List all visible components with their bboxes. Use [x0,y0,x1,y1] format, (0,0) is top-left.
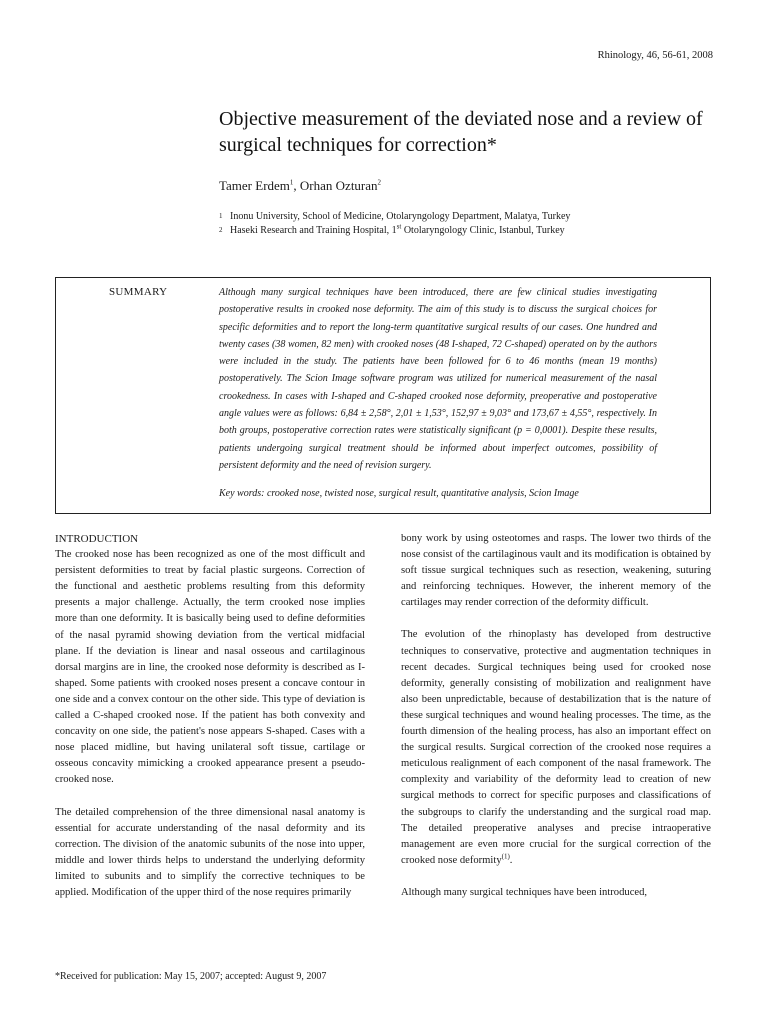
summary-box [55,277,711,514]
summary-text: Although many surgical techniques have been introduced, there are few clinical studies investigating postoperative results in crooked nose deformity. The aim of this study is to discuss the surgical choices for specific deformities and to report the long-term quantitative surgical results of our cases. One hundred and twenty cases (38 women, 82 men) with crooked noses (48 I-shaped, 72 C-shaped) operated on by the authors were included in the study. The patients have been followed for 6 to 46 months (mean 19 months) postoperatively. The Scion Image software program was utilized for numerical measurement of the nasal crookedness. In cases with I-shaped and C-shaped crooked nose deformity, preoperative and postoperative angle values were as follows: 6,84 ± 2,58°, 2,01 ± 1,53°, 152,97 ± 9,03° and 173,67 ± 4,55°, respectively. In both groups, postoperative correction rates were statistically significant (p = 0,0001). Despite these results, patients undergoing surgical treatment should be informed about imperfect outcomes, possibility of persistent deformity and the need of revision surgery. [219,287,657,471]
section-heading: INTRODUCTION [55,533,139,545]
body-paragraph: The detailed comprehension of the three dimensional nasal anatomy is essential for accurate understanding of the nasal deformity and its correction. The division of the anatomic subunits of the nose into upper, middle and lower thirds helps to understand the underlying deformity limited to subunits and to simplify the corrective techniques to be applied. Modification of the upper third of the nose requires primarily [55,806,365,898]
affiliation-number: 1 [219,212,223,220]
article-title: Objective measurement of the deviated nose and a review of surgical techniques for correction* [219,108,703,156]
body-paragraph: Although many surgical techniques have been introduced, [401,886,648,898]
body-column-right [401,531,711,917]
body-paragraph: The crooked nose has been recognized as one of the most difficult and persistent deformities to treat by facial plastic surgeons. Correction of the functional and aesthetic problems resulting from this deformity presents a major challenge. Actually, the term crooked nose implies more than one deformity. It is basically being used to define deformities of the nasal pyramid showing deviation from the vertical midfacial plane. If the deviation is linear and nasal osseous and cartilaginous dorsal margins are in line, the crooked nose deformity is described as I-shaped. Some patients with crooked noses present a concave contour in one side and a convex contour on the other side. This type of deviation is called a C-shaped crooked nose. If the patient has both convexity and concavity on one side, the patient's nose appears S-shaped. Cases with a nose placed midline, but having unilateral soft tissue, cartilage or osseous concavity mimicking a crooked appearance present a pseudo-crooked nose. [55,549,365,786]
author-name: Tamer Erdem [219,178,290,193]
affiliations [219,210,570,238]
ordinal-suffix: st [396,222,402,231]
reference-marker: (1) [501,852,510,861]
affiliation-number: 2 [219,226,223,234]
paragraph-end: . [509,854,513,866]
summary-label: SUMMARY [109,286,168,298]
author-list [219,178,381,194]
footnote: *Received for publication: May 15, 2007; accepted: August 9, 2007 [55,971,327,982]
affiliation-text: Otolaryngology Clinic, Istanbul, Turkey [401,225,565,236]
affiliation-item [219,210,570,224]
author-affiliation-number: 2 [377,178,382,187]
body-column-left [55,531,365,917]
author-name: Orhan Ozturan [299,178,378,193]
affiliation-text: Haseki Research and Training Hospital, 1 [230,225,397,236]
author-affiliation-number: 1 [289,178,294,187]
paragraph-text: The evolution of the rhinoplasty has developed from destructive techniques to conservative, protective and augmentation techniques in recent decades. Surgical techniques being used for crooked nose deformity, generally consisting of mobilization and realignment have also been unpredictable, because of destabilization that is the nature of these surgical techniques and wound healing processes. The time, as the fourth dimension of the healing process, has also an important effect on the surgical results. Surgical correction of the crooked nose requires a meticulous realignment of each component of the nasal framework. The complexity and variability of the deformity lead to creation of new surgical methods to correct for specific purposes and classifications of the subgroups to clarify the understanding and the surgical road map. The detailed preoperative analyses and precise intraoperative management are even more crucial for the surgical correction of the crooked nose deformity [401,629,711,866]
author-separator: , [293,178,300,193]
journal-reference: Rhinology, 46, 56-61, 2008 [597,50,713,61]
body-paragraph: bony work by using osteotomes and rasps. The lower two thirds of the nose consist of the cartilaginous vault and its modification is obtained by soft tissue surgical techniques such as resection, weakening, suturing and reinforcing techniques. However, the inherent memory of the cartilages may render correction of the deformity difficult. [401,533,711,609]
keywords: Key words: crooked nose, twisted nose, surgical result, quantitative analysis, Scion Image [219,488,579,499]
body-paragraph [401,627,711,868]
affiliation-text: Inonu University, School of Medicine, Otolaryngology Department, Malatya, Turkey [230,211,571,222]
affiliation-item [219,224,570,238]
